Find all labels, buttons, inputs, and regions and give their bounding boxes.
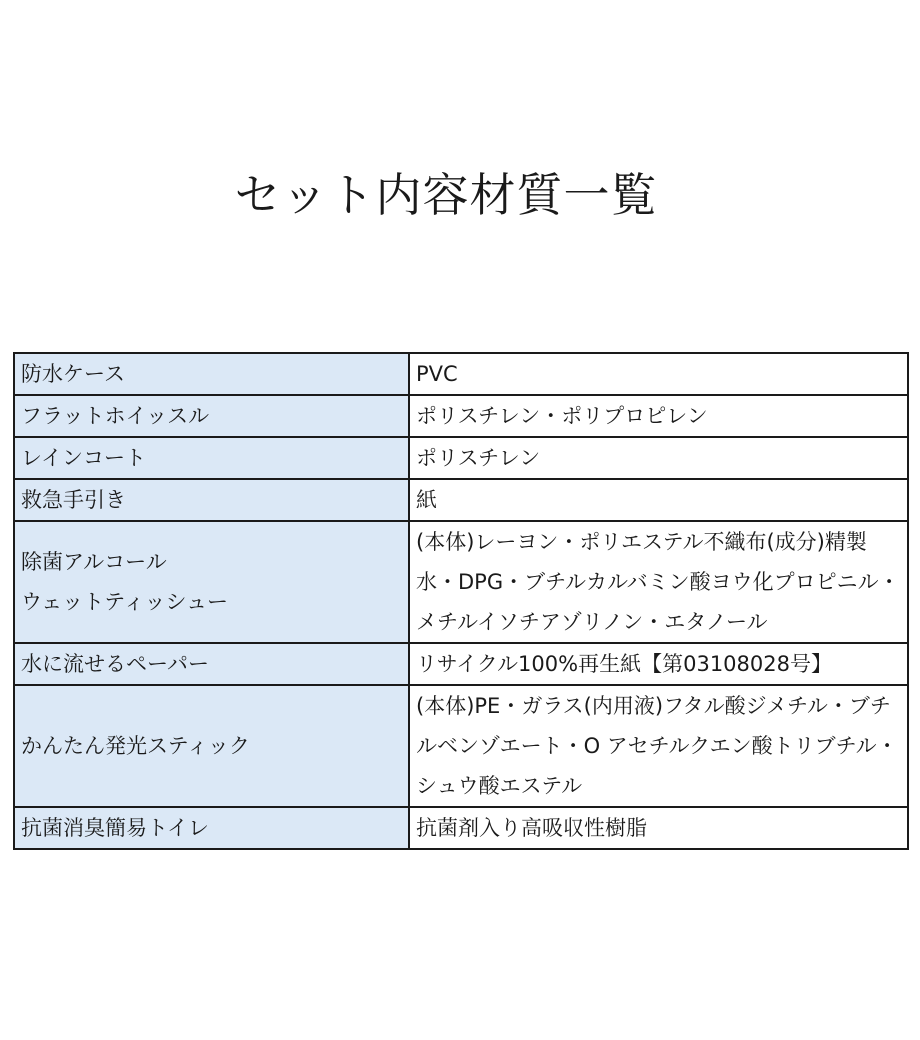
materials-table (13, 352, 909, 850)
item-name-cell: 救急手引き (14, 479, 409, 521)
table-row (14, 479, 908, 521)
item-name-cell: かんたん発光スティック (14, 685, 409, 807)
item-name-cell: 水に流せるペーパー (14, 643, 409, 685)
material-cell: リサイクル100%再生紙【第03108028号】 (409, 643, 908, 685)
item-name-cell: 抗菌消臭簡易トイレ (14, 807, 409, 849)
material-cell: 紙 (409, 479, 908, 521)
table-row (14, 521, 908, 643)
material-cell: ポリスチレン (409, 437, 908, 479)
table-row (14, 353, 908, 395)
table-row (14, 437, 908, 479)
material-cell: 抗菌剤入り高吸収性樹脂 (409, 807, 908, 849)
table-row (14, 395, 908, 437)
table-row (14, 807, 908, 849)
item-name-cell: フラットホイッスル (14, 395, 409, 437)
item-name-cell: レインコート (14, 437, 409, 479)
item-name-cell: 防水ケース (14, 353, 409, 395)
table-row (14, 643, 908, 685)
material-cell: PVC (409, 353, 908, 395)
material-cell: (本体)PE・ガラス(内用液)フタル酸ジメチル・ブチルベンゾエート・O アセチルクエン酸トリブチル・シュウ酸エステル (409, 685, 908, 807)
page-title: セット内容材質一覧 (234, 168, 658, 222)
item-name-cell: 除菌アルコール ウェットティッシュー (14, 521, 409, 643)
table-row (14, 685, 908, 807)
material-cell: ポリスチレン・ポリプロピレン (409, 395, 908, 437)
material-cell: (本体)レーヨン・ポリエステル不織布(成分)精製水・DPG・ブチルカルバミン酸ヨウ化プロピニル・メチルイソチアゾリノン・エタノール (409, 521, 908, 643)
